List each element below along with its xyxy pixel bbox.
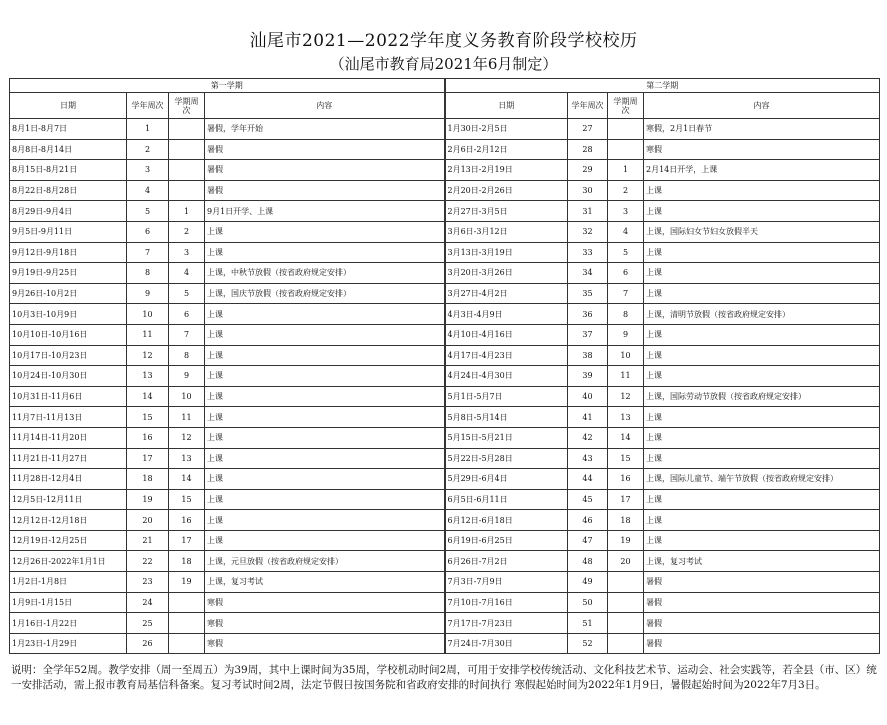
date-cell: 3月6日-3月12日	[445, 221, 568, 242]
date-cell: 9月19日-9月25日	[10, 263, 127, 284]
table-row	[10, 283, 880, 304]
term-week-cell: 19	[608, 530, 644, 551]
table-row	[10, 119, 880, 140]
content-cell: 上课	[205, 469, 445, 490]
page-subtitle: （汕尾市教育局2021年6月制定）	[329, 55, 558, 73]
date-cell: 2月6日-2月12日	[445, 139, 568, 160]
date-cell: 3月13日-3月19日	[445, 242, 568, 263]
term-week-cell: 18	[608, 510, 644, 531]
content-cell: 上课	[205, 345, 445, 366]
date-cell: 8月22日-8月28日	[10, 180, 127, 201]
term-week-cell	[608, 613, 644, 634]
term-week-cell: 18	[169, 551, 205, 572]
date-cell: 8月8日-8月14日	[10, 139, 127, 160]
header-date: 日期	[445, 93, 568, 119]
date-cell: 12月12日-12月18日	[10, 510, 127, 531]
date-cell: 4月3日-4月9日	[445, 304, 568, 325]
term-week-cell: 7	[608, 283, 644, 304]
year-week-cell: 12	[127, 345, 169, 366]
date-cell: 11月28日-12月4日	[10, 469, 127, 490]
content-cell: 上课	[205, 324, 445, 345]
date-cell: 12月19日-12月25日	[10, 530, 127, 551]
year-week-cell: 18	[127, 469, 169, 490]
year-week-cell: 19	[127, 489, 169, 510]
term-week-cell: 11	[608, 366, 644, 387]
header-term-week: 学期周次	[608, 93, 644, 119]
date-cell: 1月2日-1月8日	[10, 572, 127, 593]
date-cell: 6月26日-7月2日	[445, 551, 568, 572]
content-cell: 上课	[644, 201, 880, 222]
date-cell: 7月3日-7月9日	[445, 572, 568, 593]
year-week-cell: 25	[127, 613, 169, 634]
date-cell: 9月26日-10月2日	[10, 283, 127, 304]
date-cell: 10月10日-10月16日	[10, 324, 127, 345]
year-week-cell: 5	[127, 201, 169, 222]
content-cell: 暑假	[205, 139, 445, 160]
table-row	[10, 242, 880, 263]
content-cell: 上课	[644, 427, 880, 448]
year-week-cell: 29	[568, 160, 608, 181]
date-cell: 3月27日-4月2日	[445, 283, 568, 304]
table-row	[10, 324, 880, 345]
date-cell: 8月1日-8月7日	[10, 119, 127, 140]
term-week-cell: 6	[608, 263, 644, 284]
header-year-week: 学年周次	[127, 93, 169, 119]
year-week-cell: 22	[127, 551, 169, 572]
term-week-cell: 19	[169, 572, 205, 593]
content-cell: 暑假	[644, 633, 880, 654]
year-week-cell: 16	[127, 427, 169, 448]
content-cell: 上课	[644, 180, 880, 201]
header-year-week: 学年周次	[568, 93, 608, 119]
date-cell: 12月5日-12月11日	[10, 489, 127, 510]
term-week-cell: 13	[608, 407, 644, 428]
year-week-cell: 2	[127, 139, 169, 160]
date-cell: 5月15日-5月21日	[445, 427, 568, 448]
term-week-cell: 14	[169, 469, 205, 490]
content-cell: 上课	[644, 530, 880, 551]
year-week-cell: 48	[568, 551, 608, 572]
table-row	[10, 530, 880, 551]
content-cell: 暑假	[205, 180, 445, 201]
term-week-cell: 9	[608, 324, 644, 345]
term-week-cell: 12	[608, 386, 644, 407]
year-week-cell: 11	[127, 324, 169, 345]
content-cell: 寒假	[644, 139, 880, 160]
year-week-cell: 14	[127, 386, 169, 407]
term-week-cell: 11	[169, 407, 205, 428]
content-cell: 上课	[205, 489, 445, 510]
content-cell: 上课，国际劳动节放假（按省政府规定安排）	[644, 386, 880, 407]
header-date: 日期	[10, 93, 127, 119]
term-week-cell: 6	[169, 304, 205, 325]
date-cell: 6月19日-6月25日	[445, 530, 568, 551]
year-week-cell: 15	[127, 407, 169, 428]
date-cell: 7月17日-7月23日	[445, 613, 568, 634]
date-cell: 10月3日-10月9日	[10, 304, 127, 325]
table-row	[10, 345, 880, 366]
year-week-cell: 7	[127, 242, 169, 263]
term-week-cell: 3	[608, 201, 644, 222]
term-week-cell	[169, 613, 205, 634]
content-cell: 上课	[644, 448, 880, 469]
table-row	[10, 572, 880, 593]
table-row	[10, 407, 880, 428]
year-week-cell: 41	[568, 407, 608, 428]
term-week-cell: 13	[169, 448, 205, 469]
table-row	[10, 469, 880, 490]
term-week-cell	[169, 633, 205, 654]
date-cell: 1月16日-1月22日	[10, 613, 127, 634]
date-cell: 5月8日-5月14日	[445, 407, 568, 428]
term-week-cell: 5	[169, 283, 205, 304]
content-cell: 寒假	[205, 592, 445, 613]
date-cell: 8月15日-8月21日	[10, 160, 127, 181]
table-row	[10, 592, 880, 613]
table-row	[10, 221, 880, 242]
date-cell: 10月24日-10月30日	[10, 366, 127, 387]
year-week-cell: 36	[568, 304, 608, 325]
term-week-cell: 4	[608, 221, 644, 242]
year-week-cell: 24	[127, 592, 169, 613]
content-cell: 上课	[644, 345, 880, 366]
date-cell: 11月7日-11月13日	[10, 407, 127, 428]
content-cell: 上课	[205, 427, 445, 448]
term-week-cell: 17	[608, 489, 644, 510]
year-week-cell: 23	[127, 572, 169, 593]
date-cell: 8月29日-9月4日	[10, 201, 127, 222]
date-cell: 4月10日-4月16日	[445, 324, 568, 345]
year-week-cell: 49	[568, 572, 608, 593]
term-week-cell: 1	[169, 201, 205, 222]
content-cell: 暑假，学年开始	[205, 119, 445, 140]
term-week-cell	[608, 139, 644, 160]
table-row	[10, 263, 880, 284]
content-cell: 寒假，2月1日春节	[644, 119, 880, 140]
date-cell: 11月21日-11月27日	[10, 448, 127, 469]
content-cell: 上课	[205, 386, 445, 407]
term-week-cell	[608, 119, 644, 140]
content-cell: 上课，中秋节放假（按省政府规定安排）	[205, 263, 445, 284]
year-week-cell: 47	[568, 530, 608, 551]
year-week-cell: 26	[127, 633, 169, 654]
table-row	[10, 366, 880, 387]
year-week-cell: 40	[568, 386, 608, 407]
term-week-cell: 2	[608, 180, 644, 201]
year-week-cell: 50	[568, 592, 608, 613]
content-cell: 上课，国庆节放假（按省政府规定安排）	[205, 283, 445, 304]
content-cell: 上课	[205, 366, 445, 387]
date-cell: 1月30日-2月5日	[445, 119, 568, 140]
year-week-cell: 28	[568, 139, 608, 160]
semester-header-row	[10, 79, 880, 93]
term-week-cell: 2	[169, 221, 205, 242]
year-week-cell: 13	[127, 366, 169, 387]
column-header-row	[10, 93, 880, 119]
year-week-cell: 4	[127, 180, 169, 201]
term-week-cell: 4	[169, 263, 205, 284]
year-week-cell: 17	[127, 448, 169, 469]
date-cell: 2月20日-2月26日	[445, 180, 568, 201]
date-cell: 1月23日-1月29日	[10, 633, 127, 654]
content-cell: 寒假	[205, 633, 445, 654]
year-week-cell: 21	[127, 530, 169, 551]
year-week-cell: 39	[568, 366, 608, 387]
date-cell: 11月14日-11月20日	[10, 427, 127, 448]
content-cell: 暑假	[644, 613, 880, 634]
date-cell: 10月17日-10月23日	[10, 345, 127, 366]
year-week-cell: 32	[568, 221, 608, 242]
content-cell: 上课，元旦放假（按省政府规定安排）	[205, 551, 445, 572]
year-week-cell: 35	[568, 283, 608, 304]
content-cell: 上课	[205, 242, 445, 263]
content-cell: 上课	[205, 448, 445, 469]
date-cell: 4月24日-4月30日	[445, 366, 568, 387]
date-cell: 5月1日-5月7日	[445, 386, 568, 407]
date-cell: 1月9日-1月15日	[10, 592, 127, 613]
term-week-cell: 3	[169, 242, 205, 263]
year-week-cell: 9	[127, 283, 169, 304]
term-week-cell: 8	[169, 345, 205, 366]
year-week-cell: 46	[568, 510, 608, 531]
header-content: 内容	[205, 93, 445, 119]
date-cell: 7月24日-7月30日	[445, 633, 568, 654]
content-cell: 上课	[205, 221, 445, 242]
date-cell: 2月27日-3月5日	[445, 201, 568, 222]
table-row	[10, 180, 880, 201]
term-week-cell: 10	[169, 386, 205, 407]
date-cell: 9月12日-9月18日	[10, 242, 127, 263]
content-cell: 上课，国际妇女节妇女放假半天	[644, 221, 880, 242]
term-week-cell: 9	[169, 366, 205, 387]
term-week-cell: 15	[608, 448, 644, 469]
content-cell: 暑假	[644, 592, 880, 613]
content-cell: 上课	[644, 263, 880, 284]
date-cell: 9月5日-9月11日	[10, 221, 127, 242]
term-week-cell	[608, 572, 644, 593]
year-week-cell: 3	[127, 160, 169, 181]
content-cell: 暑假	[644, 572, 880, 593]
content-cell: 上课	[205, 304, 445, 325]
table-row	[10, 613, 880, 634]
year-week-cell: 34	[568, 263, 608, 284]
date-cell: 2月13日-2月19日	[445, 160, 568, 181]
page-title: 汕尾市2021—2022学年度义务教育阶段学校校历	[249, 31, 638, 51]
term-week-cell: 7	[169, 324, 205, 345]
content-cell: 上课	[205, 407, 445, 428]
year-week-cell: 20	[127, 510, 169, 531]
date-cell: 3月20日-3月26日	[445, 263, 568, 284]
content-cell: 上课	[644, 366, 880, 387]
table-row	[10, 633, 880, 654]
content-cell: 2月14日开学，上课	[644, 160, 880, 181]
term-week-cell	[169, 160, 205, 181]
term-week-cell: 16	[169, 510, 205, 531]
content-cell: 上课	[644, 324, 880, 345]
term-week-cell: 14	[608, 427, 644, 448]
year-week-cell: 33	[568, 242, 608, 263]
term-week-cell: 5	[608, 242, 644, 263]
term-week-cell	[169, 119, 205, 140]
content-cell: 上课，清明节放假（按省政府规定安排）	[644, 304, 880, 325]
term-week-cell: 20	[608, 551, 644, 572]
year-week-cell: 31	[568, 201, 608, 222]
date-cell: 6月5日-6月11日	[445, 489, 568, 510]
term-week-cell: 10	[608, 345, 644, 366]
content-cell: 上课	[644, 407, 880, 428]
term-week-cell: 8	[608, 304, 644, 325]
header-content: 内容	[644, 93, 880, 119]
term-week-cell: 16	[608, 469, 644, 490]
date-cell: 5月29日-6月4日	[445, 469, 568, 490]
term-week-cell: 1	[608, 160, 644, 181]
content-cell: 9月1日开学、上课	[205, 201, 445, 222]
year-week-cell: 37	[568, 324, 608, 345]
content-cell: 上课	[644, 510, 880, 531]
table-row	[10, 551, 880, 572]
content-cell: 上课	[644, 242, 880, 263]
calendar-table	[9, 78, 880, 654]
date-cell: 5月22日-5月28日	[445, 448, 568, 469]
content-cell: 上课	[644, 489, 880, 510]
term-week-cell	[608, 633, 644, 654]
term-week-cell	[608, 592, 644, 613]
year-week-cell: 51	[568, 613, 608, 634]
content-cell: 上课，复习考试	[205, 572, 445, 593]
date-cell: 7月10日-7月16日	[445, 592, 568, 613]
semester-2-label: 第二学期	[445, 79, 880, 93]
date-cell: 6月12日-6月18日	[445, 510, 568, 531]
table-row	[10, 427, 880, 448]
content-cell: 上课，国际儿童节、端午节放假（按省政府规定安排）	[644, 469, 880, 490]
term-week-cell: 17	[169, 530, 205, 551]
footnote: 说明：全学年52周。教学安排（周一至周五）为39周，其中上课时间为35周，学校机动时间2周，可用于安排学校传统活动、文化科技艺术节、运动会、社会实践等，若全县（市、区）统一安排活动，需上报市教育局基信科备案。复习考试时间2周，法定节假日按国务院和省政府安排的时间执行 寒假起始时间为2022年1月9日，暑假起始时间为2022年7月3日。	[11, 664, 877, 691]
table-row	[10, 139, 880, 160]
content-cell: 寒假	[205, 613, 445, 634]
header-term-week: 学期周次	[169, 93, 205, 119]
year-week-cell: 30	[568, 180, 608, 201]
year-week-cell: 42	[568, 427, 608, 448]
year-week-cell: 43	[568, 448, 608, 469]
date-cell: 4月17日-4月23日	[445, 345, 568, 366]
year-week-cell: 10	[127, 304, 169, 325]
table-row	[10, 160, 880, 181]
year-week-cell: 8	[127, 263, 169, 284]
year-week-cell: 45	[568, 489, 608, 510]
semester-1-label: 第一学期	[10, 79, 445, 93]
year-week-cell: 38	[568, 345, 608, 366]
term-week-cell: 12	[169, 427, 205, 448]
content-cell: 上课	[205, 510, 445, 531]
content-cell: 上课	[205, 530, 445, 551]
year-week-cell: 6	[127, 221, 169, 242]
table-row	[10, 489, 880, 510]
year-week-cell: 1	[127, 119, 169, 140]
year-week-cell: 52	[568, 633, 608, 654]
content-cell: 上课	[644, 283, 880, 304]
date-cell: 10月31日-11月6日	[10, 386, 127, 407]
year-week-cell: 44	[568, 469, 608, 490]
table-row	[10, 448, 880, 469]
term-week-cell	[169, 180, 205, 201]
term-week-cell: 15	[169, 489, 205, 510]
table-row	[10, 304, 880, 325]
term-week-cell	[169, 139, 205, 160]
term-week-cell	[169, 592, 205, 613]
table-row	[10, 201, 880, 222]
table-row	[10, 510, 880, 531]
date-cell: 12月26日-2022年1月1日	[10, 551, 127, 572]
content-cell: 上课，复习考试	[644, 551, 880, 572]
year-week-cell: 27	[568, 119, 608, 140]
content-cell: 暑假	[205, 160, 445, 181]
table-row	[10, 386, 880, 407]
